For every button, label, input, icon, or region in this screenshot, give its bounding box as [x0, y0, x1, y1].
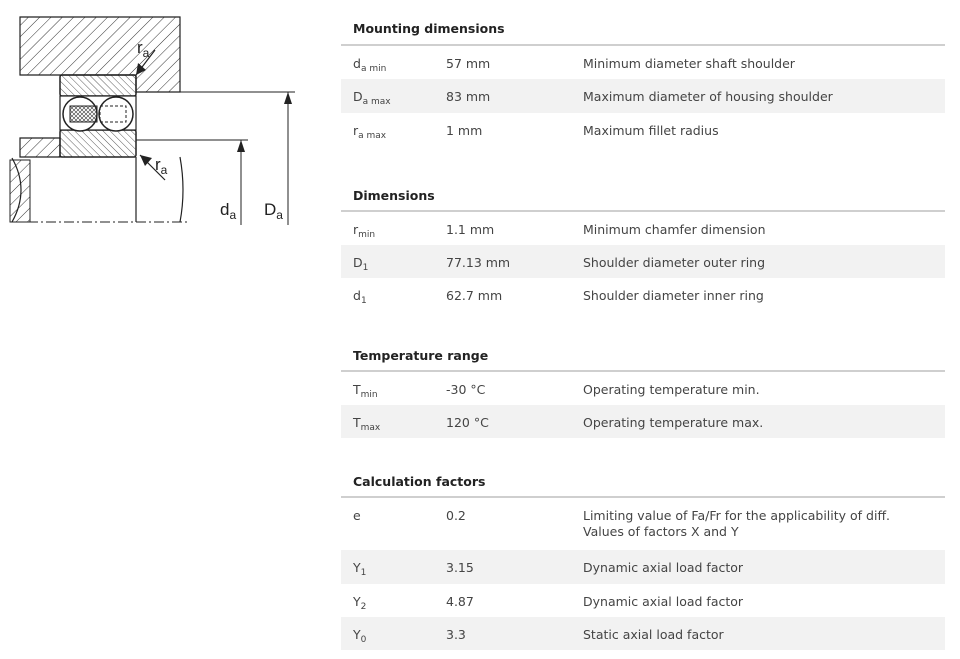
parameter-description: Minimum chamfer dimension [583, 221, 766, 237]
section-title-temperature: Temperature range [341, 312, 945, 372]
parameter-symbol: $Y_0$ [353, 626, 367, 645]
table-row [341, 617, 945, 650]
spec-tables [341, 0, 945, 650]
parameter-value: 0.2 [446, 508, 466, 524]
table-row [341, 372, 945, 405]
parameter-description: Shoulder diameter inner ring [583, 288, 764, 304]
parameter-value: 62.7 mm [446, 288, 503, 304]
parameter-value: 83 mm [446, 89, 491, 105]
parameter-symbol: $D_1$ [353, 255, 369, 274]
parameter-value: 1.1 mm [446, 221, 495, 237]
inner-ring [60, 130, 136, 157]
section-title-mounting: Mounting dimensions [341, 0, 945, 46]
Da-label: $D_a$ [264, 200, 283, 222]
parameter-value: 1 mm [446, 122, 483, 138]
table-row [341, 212, 945, 245]
parameter-value: -30 °C [446, 381, 486, 397]
calculation-rows [341, 498, 945, 650]
parameter-description: Dynamic axial load factor [583, 560, 744, 576]
mounting-rows [341, 46, 945, 146]
parameter-symbol: e [353, 508, 361, 524]
parameter-value: 120 °C [446, 415, 489, 431]
parameter-value: 3.15 [446, 560, 474, 576]
ra-bottom-label: $r_a$ [155, 155, 168, 177]
table-row [341, 278, 945, 311]
ball-right [99, 97, 133, 131]
parameter-description: Operating temperature min. [583, 381, 760, 397]
outer-ring [60, 75, 136, 96]
parameter-value: 3.3 [446, 626, 466, 642]
parameter-description: Dynamic axial load factor [583, 593, 744, 609]
parameter-symbol: $d_{a min}$ [353, 56, 387, 74]
table-row [341, 79, 945, 112]
da-label: $d_a$ [220, 200, 237, 222]
parameter-value: 4.87 [446, 593, 474, 609]
table-row [341, 498, 945, 550]
parameter-description: Operating temperature max. [583, 415, 764, 431]
parameter-symbol: $D_{a max}$ [353, 89, 391, 108]
section-title-calculation: Calculation factors [341, 438, 945, 498]
table-row [341, 46, 945, 79]
section-title-dimensions: Dimensions [341, 146, 945, 212]
table-row [341, 405, 945, 438]
parameter-symbol: $r_{a max}$ [353, 122, 387, 141]
parameter-symbol: $T_{min}$ [353, 381, 378, 400]
parameter-symbol: $Y_1$ [353, 560, 367, 579]
parameter-description: Maximum fillet radius [583, 122, 719, 138]
table-row [341, 113, 945, 146]
parameter-description: Shoulder diameter outer ring [583, 255, 766, 271]
shaft-section [20, 138, 60, 157]
parameter-description: Limiting value of Fa/Fr for the applicability of diff. Values of factors X and Y [583, 508, 891, 540]
table-row [341, 550, 945, 583]
dimensions-rows [341, 212, 945, 312]
table-row [341, 584, 945, 617]
parameter-symbol: $r_{min}$ [353, 221, 376, 240]
cage [70, 106, 97, 122]
parameter-description: Static axial load factor [583, 626, 724, 642]
parameter-description: Minimum diameter shaft shoulder [583, 56, 795, 71]
parameter-value: 77.13 mm [446, 255, 511, 271]
table-row [341, 245, 945, 278]
parameter-symbol: $Y_2$ [353, 593, 367, 612]
parameter-value: 57 mm [446, 56, 491, 71]
parameter-description: Maximum diameter of housing shoulder [583, 89, 833, 105]
bearing-mounting-diagram [0, 0, 300, 240]
parameter-symbol: $T_{max}$ [353, 415, 381, 434]
ra-top-label: $r_a$ [137, 38, 150, 60]
parameter-symbol: $d_1$ [353, 288, 367, 307]
temperature-rows [341, 372, 945, 439]
